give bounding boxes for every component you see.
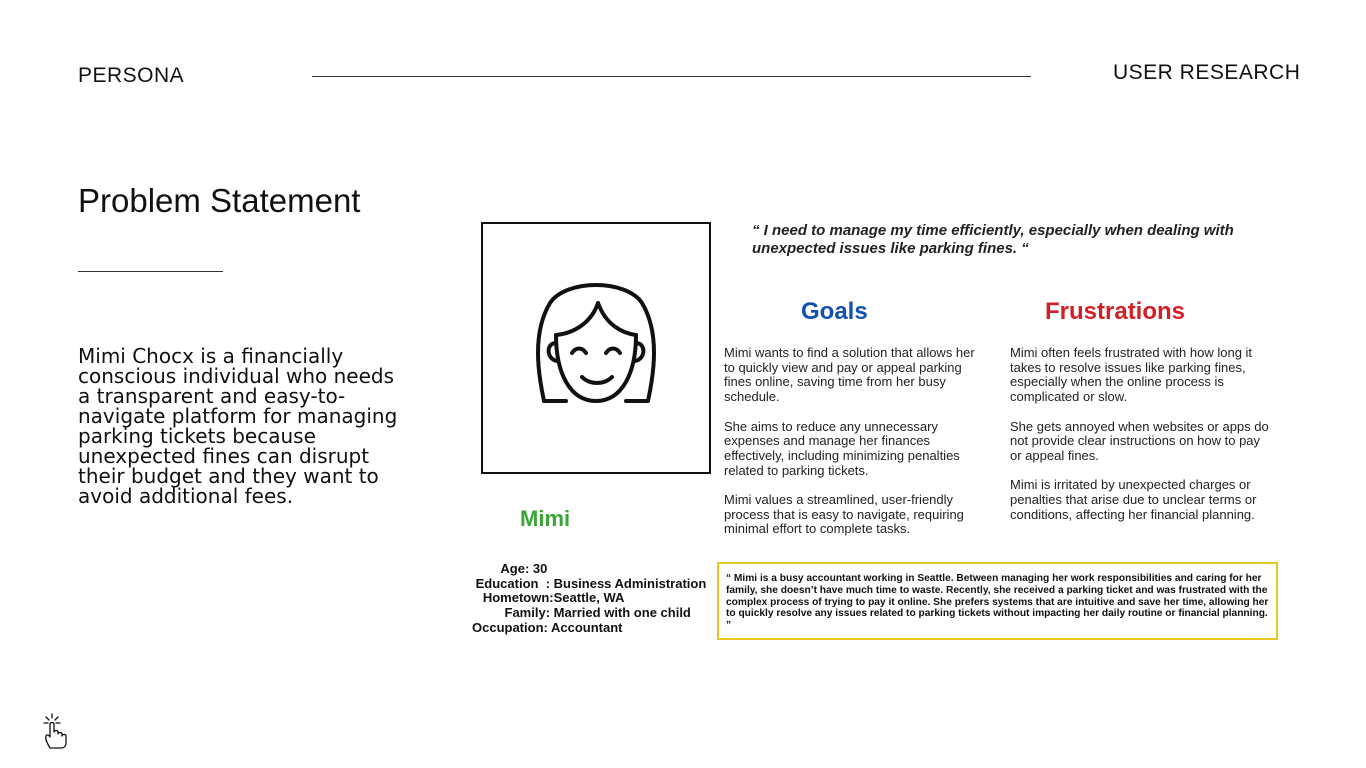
hand-pointer-glyph <box>42 712 72 750</box>
persona-education: Education : Business Administration <box>472 575 707 591</box>
persona-name: Mimi <box>520 506 571 531</box>
frustration-item: She gets annoyed when websites or apps do not provide clear instructions on how to pay or appeal fines. <box>1010 418 1269 463</box>
persona-quote: “ I need to manage my time efficiently, especially when dealing with unexpected issues like parking fines. “ <box>752 222 1234 257</box>
goal-item: Mimi wants to find a solution that allows her to quickly view and pay or appeal parking fines online, saving time from her busy schedule. <box>724 345 975 405</box>
woman-face-icon <box>526 273 666 423</box>
goal-item: Mimi values a streamlined, user-friendly process that is easy to navigate, requiring minimal effort to complete tasks. <box>724 492 964 537</box>
goals-list <box>724 346 989 552</box>
persona-details <box>472 562 706 636</box>
section-label-persona: PERSONA <box>78 64 185 87</box>
frustrations-list <box>1010 346 1275 537</box>
frustrations-heading: Frustrations <box>1045 298 1186 325</box>
persona-scenario: “ Mimi is a busy accountant working in Seattle. Between managing her work responsibilities and caring for her family, she doesn’t have much time to waste. Recently, she received a parking ticket and was frustrated with the complex process of trying to pay it online. She prefers systems that are intuitive and save her time, allowing her to quickly resolve any issues related to parking tickets without impacting her daily routine or financial planning. ” <box>717 562 1278 640</box>
frustration-item: Mimi often feels frustrated with how long it takes to resolve issues like parking fines, especially when the online process is complicated or slow. <box>1010 345 1253 405</box>
persona-avatar <box>481 222 711 474</box>
persona-family: Family: Married with one child <box>472 605 691 621</box>
goals-heading: Goals <box>801 298 868 325</box>
section-label-user-research: USER RESEARCH <box>1113 61 1301 84</box>
title-underline <box>78 271 223 272</box>
hand-pointer-icon[interactable] <box>42 712 72 750</box>
persona-hometown: Hometown:Seattle, WA <box>472 590 625 606</box>
frustration-item: Mimi is irritated by unexpected charges or penalties that arise due to unclear terms or conditions, affecting her financial planning. <box>1010 477 1257 522</box>
goal-item: She aims to reduce any unnecessary expenses and manage her finances effectively, including minimizing penalties related to parking tickets. <box>724 418 960 478</box>
header-divider <box>312 76 1031 77</box>
persona-age: Age: 30 <box>472 561 548 576</box>
problem-statement-body: Mimi Chocx is a financially conscious individual who needs a transparent and easy-to-navigate platform for managing parking tickets because unexpected fines can disrupt their budget and they want to avoid additional fees. <box>78 344 398 508</box>
problem-statement-title: Problem Statement <box>78 182 361 219</box>
persona-occupation: Occupation: Accountant <box>472 619 623 635</box>
